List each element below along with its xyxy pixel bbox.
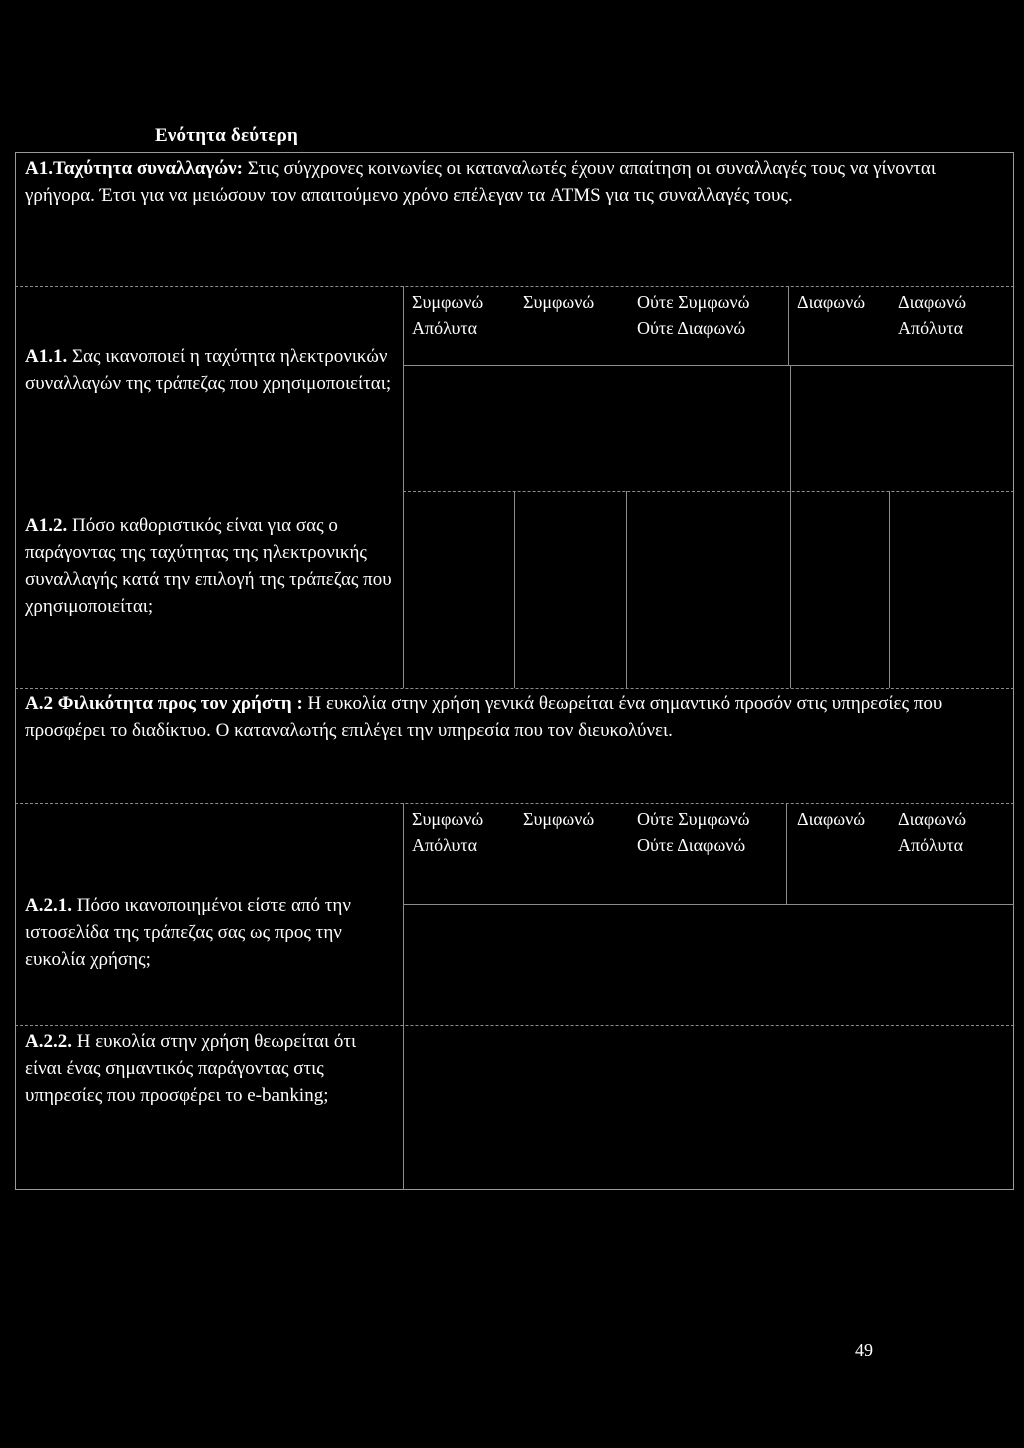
scale-neutral: Ούτε Συμφωνώ Ούτε Διαφωνώ (637, 292, 750, 338)
q1-2-top-rule (403, 491, 1014, 492)
scale-strongly-agree: Συμφωνώ Απόλυτα (412, 809, 484, 855)
scale-neutral: Ούτε Συμφωνώ Ούτε Διαφωνώ (637, 809, 750, 855)
divider-a1 (15, 286, 1014, 287)
scale-agree: Συμφωνώ (523, 292, 595, 312)
col-divider (889, 491, 890, 688)
scale-disagree: Διαφωνώ (797, 809, 866, 829)
col-divider (788, 286, 789, 365)
a1-title: Ταχύτητα συναλλαγών: (52, 158, 243, 179)
scale-strongly-disagree: Διαφωνώ Απόλυτα (898, 292, 967, 338)
a1-intro (25, 155, 985, 209)
section-title: Ενότητα δεύτερη (155, 125, 298, 146)
col-divider (626, 491, 627, 688)
scale-strongly-agree: Συμφωνώ Απόλυτα (412, 292, 484, 338)
col-divider (514, 491, 515, 688)
scale-header-rule-2 (403, 904, 1014, 905)
a1-label: A1. (25, 158, 53, 179)
divider-q2-2 (15, 1025, 1014, 1026)
page-number: 49 (855, 1340, 873, 1360)
a2-label: A.2 (25, 693, 53, 714)
scale-agree: Συμφωνώ (523, 809, 595, 829)
col-divider (786, 803, 787, 904)
col-divider (790, 365, 791, 688)
question-a2-2: A.2.2. Η ευκολία στην χρήση θεωρείται ότι είναι ένας σημαντικός παράγοντας στις υπηρεσίες που προσφέρει το e-banking; (25, 1031, 357, 1106)
question-a1-1: A1.1. Σας ικανοποιεί η ταχύτητα ηλεκτρονικών συναλλαγών της τράπεζας που χρησιμοποιείται; (25, 346, 392, 394)
a2-intro (25, 690, 985, 744)
col-divider (403, 803, 404, 1190)
divider-a2 (15, 688, 1014, 689)
a1-text: Στις σύγχρονες κοινωνίες οι καταναλωτές έχουν απαίτηση οι συναλλαγές τους να γίνονται γρήγορα. Έτσι για να μειώσουν τον απαιτούμενο χρόνο επέλεγαν τα ATMS για τις συναλλαγές τους. (25, 158, 937, 206)
a2-text: Η ευκολία στην χρήση γενικά θεωρείται ένα σημαντικό προσόν στις υπηρεσίες που προσφέρει το διαδίκτυο. Ο καταναλωτής επιλέγει την υπηρεσία που τον διευκολύνει. (25, 693, 943, 741)
question-a1-2: A1.2. Πόσο καθοριστικός είναι για σας ο παράγοντας της ταχύτητας της ηλεκτρονικής συναλλαγής κατά την επιλογή της τράπεζας που χρησιμοποιείται; (25, 515, 392, 617)
scale-strongly-disagree: Διαφωνώ Απόλυτα (898, 809, 967, 855)
question-a2-1: A.2.1. Πόσο ικανοποιημένοι είστε από την ιστοσελίδα της τράπεζας σας ως προς την ευκολία χρήσης; (25, 895, 351, 970)
scale-disagree: Διαφωνώ (797, 292, 866, 312)
divider-a2-scale (15, 803, 1014, 804)
a2-title: Φιλικότητα προς τον χρήστη : (52, 693, 303, 714)
scale-header-rule-1 (403, 365, 1014, 366)
col-divider (403, 286, 404, 688)
